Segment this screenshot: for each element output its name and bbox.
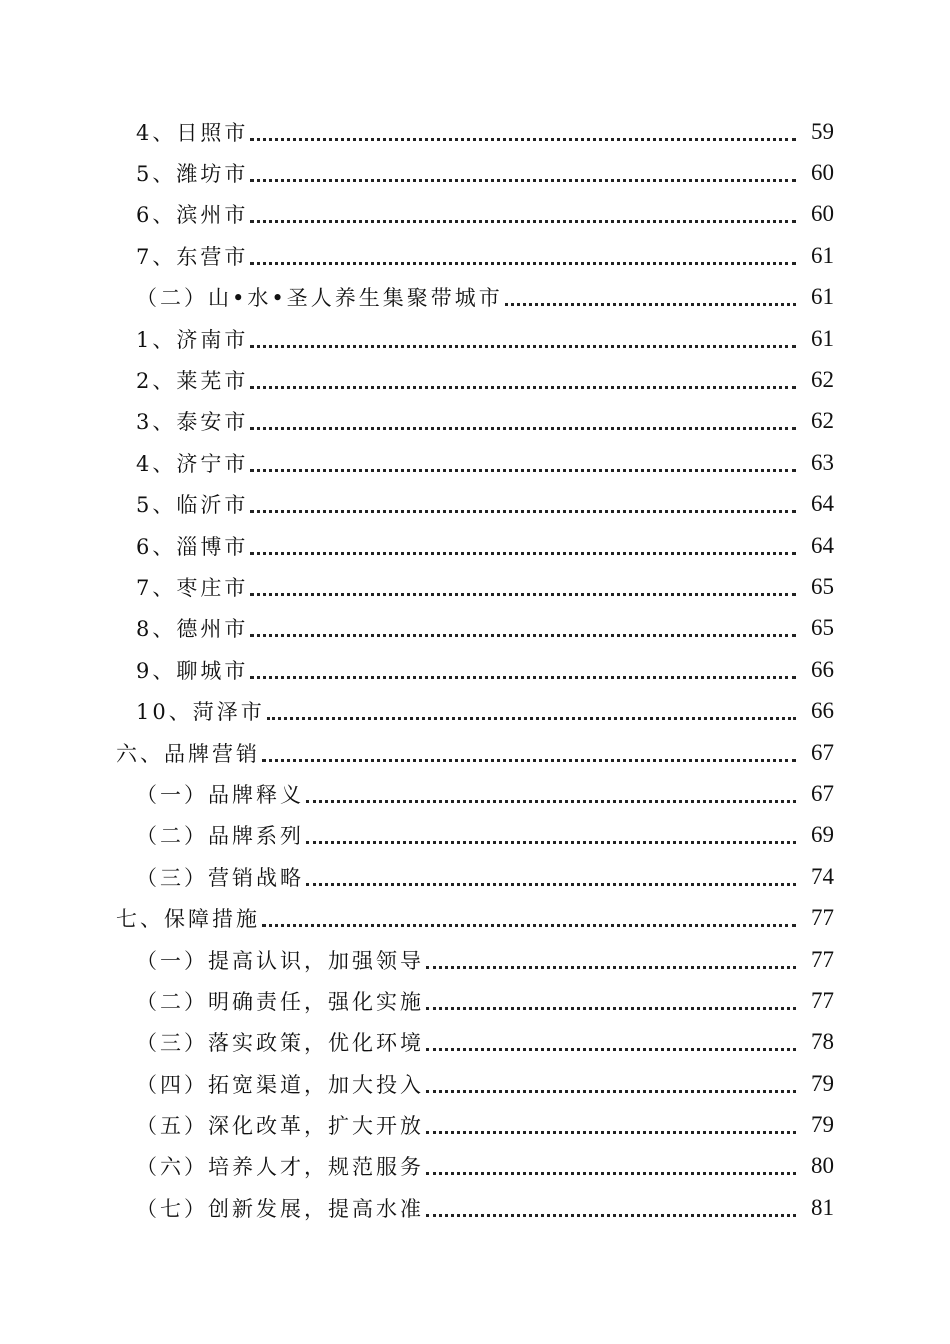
toc-entry[interactable] <box>0 401 950 442</box>
toc-entry-label: 1、济南市 <box>136 327 249 352</box>
toc-dot-leader <box>250 261 796 265</box>
toc-dot-leader <box>426 1130 796 1134</box>
toc-entry-label: 七、保障措施 <box>116 907 260 932</box>
toc-entry[interactable] <box>0 939 950 980</box>
toc-entry[interactable] <box>0 359 950 400</box>
toc-dot-leader <box>426 1006 796 1010</box>
toc-page-number: 79 <box>811 1070 834 1096</box>
toc-page-number: 59 <box>811 118 834 144</box>
toc-entry-label: （三）落实政策，优化环境 <box>136 1031 424 1056</box>
toc-entry[interactable] <box>0 1104 950 1145</box>
toc-page-number: 64 <box>811 491 834 517</box>
toc-page-number: 77 <box>811 905 834 931</box>
toc-page-number: 62 <box>811 408 834 434</box>
toc-page-number: 77 <box>811 987 834 1013</box>
toc-entry-label: （五）深化改革，扩大开放 <box>136 1114 424 1139</box>
toc-page-number: 61 <box>811 284 834 310</box>
toc-page-number: 74 <box>811 863 834 889</box>
toc-entry-label: 2、莱芜市 <box>136 369 249 394</box>
toc-entry[interactable] <box>0 194 950 235</box>
toc-entry[interactable] <box>0 152 950 193</box>
toc-entry-label: 3、泰安市 <box>136 410 249 435</box>
toc-page-number: 67 <box>811 739 834 765</box>
toc-entry-label: 5、潍坊市 <box>136 162 249 187</box>
toc-entry[interactable] <box>0 1022 950 1063</box>
toc-dot-leader <box>250 219 796 223</box>
toc-dot-leader <box>426 965 796 969</box>
toc-page-number: 60 <box>811 201 834 227</box>
toc-page-number: 62 <box>811 367 834 393</box>
toc-entry[interactable] <box>0 608 950 649</box>
toc-dot-leader <box>306 882 796 886</box>
toc-entry[interactable] <box>0 277 950 318</box>
toc-entry[interactable] <box>0 1187 950 1228</box>
toc-entry-label: （三）营销战略 <box>136 865 304 890</box>
toc-dot-leader <box>250 426 796 430</box>
toc-entry-label: 6、淄博市 <box>136 534 249 559</box>
toc-dot-leader <box>250 385 796 389</box>
toc-page-number: 60 <box>811 160 834 186</box>
toc-dot-leader <box>250 178 796 182</box>
toc-page-number: 79 <box>811 1112 834 1138</box>
toc-page-number: 64 <box>811 532 834 558</box>
toc-entry[interactable] <box>0 442 950 483</box>
toc-entry-label: （四）拓宽渠道，加大投入 <box>136 1072 424 1097</box>
toc-dot-leader <box>306 799 796 803</box>
toc-entry-label: 7、枣庄市 <box>136 575 249 600</box>
toc-dot-leader <box>262 923 796 927</box>
toc-entry-label: 8、德州市 <box>136 617 249 642</box>
toc-entry-label: 4、日照市 <box>136 120 249 145</box>
toc-dot-leader <box>426 1213 796 1217</box>
toc-entry[interactable] <box>0 897 950 938</box>
toc-dot-leader <box>250 633 796 637</box>
toc-entry[interactable] <box>0 690 950 731</box>
toc-entry-label: （七）创新发展，提高水准 <box>136 1196 424 1221</box>
toc-entry[interactable] <box>0 525 950 566</box>
toc-page-number: 77 <box>811 946 834 972</box>
toc-dot-leader <box>267 716 796 720</box>
toc-entry[interactable] <box>0 318 950 359</box>
toc-dot-leader <box>250 137 796 141</box>
toc-entry-label: 5、临沂市 <box>136 493 249 518</box>
toc-entry[interactable] <box>0 815 950 856</box>
toc-entry-label: 7、东营市 <box>136 244 249 269</box>
toc-entry-label: 10、菏泽市 <box>136 700 265 725</box>
toc-entry[interactable] <box>0 566 950 607</box>
toc-dot-leader <box>306 840 796 844</box>
toc-entry-label: 4、济宁市 <box>136 451 249 476</box>
toc-dot-leader <box>250 509 796 513</box>
toc-entry-label: 9、聊城市 <box>136 658 249 683</box>
table-of-contents <box>0 111 950 1229</box>
toc-entry[interactable] <box>0 235 950 276</box>
toc-entry-label: （二）山•水•圣人养生集聚带城市 <box>136 286 503 311</box>
toc-dot-leader <box>250 592 796 596</box>
toc-page-number: 61 <box>811 325 834 351</box>
toc-page-number: 63 <box>811 449 834 475</box>
toc-page-number: 65 <box>811 615 834 641</box>
toc-entry[interactable] <box>0 1146 950 1187</box>
toc-entry-label: （六）培养人才，规范服务 <box>136 1155 424 1180</box>
toc-entry[interactable] <box>0 1063 950 1104</box>
toc-page-number: 80 <box>811 1153 834 1179</box>
toc-dot-leader <box>250 468 796 472</box>
toc-page-number: 69 <box>811 822 834 848</box>
toc-entry[interactable] <box>0 980 950 1021</box>
toc-page-number: 78 <box>811 1029 834 1055</box>
toc-entry[interactable] <box>0 732 950 773</box>
toc-entry-label: （一）提高认识，加强领导 <box>136 948 424 973</box>
toc-entry[interactable] <box>0 484 950 525</box>
toc-dot-leader <box>426 1171 796 1175</box>
toc-entry[interactable] <box>0 773 950 814</box>
toc-dot-leader <box>426 1047 796 1051</box>
toc-dot-leader <box>250 675 796 679</box>
toc-dot-leader <box>250 551 796 555</box>
toc-page-number: 65 <box>811 573 834 599</box>
toc-entry-label: 六、品牌营销 <box>116 741 260 766</box>
toc-entry[interactable] <box>0 111 950 152</box>
toc-entry[interactable] <box>0 856 950 897</box>
toc-page-number: 66 <box>811 656 834 682</box>
toc-dot-leader <box>505 302 796 306</box>
toc-dot-leader <box>426 1089 796 1093</box>
toc-entry-label: 6、滨州市 <box>136 203 249 228</box>
toc-page-number: 81 <box>811 1194 834 1220</box>
toc-entry-label: （二）品牌系列 <box>136 824 304 849</box>
toc-entry-label: （一）品牌释义 <box>136 782 304 807</box>
toc-page-number: 67 <box>811 780 834 806</box>
toc-dot-leader <box>250 344 796 348</box>
toc-page-number: 66 <box>811 698 834 724</box>
toc-entry-label: （二）明确责任，强化实施 <box>136 989 424 1014</box>
toc-page-number: 61 <box>811 242 834 268</box>
toc-entry[interactable] <box>0 649 950 690</box>
toc-dot-leader <box>262 758 796 762</box>
